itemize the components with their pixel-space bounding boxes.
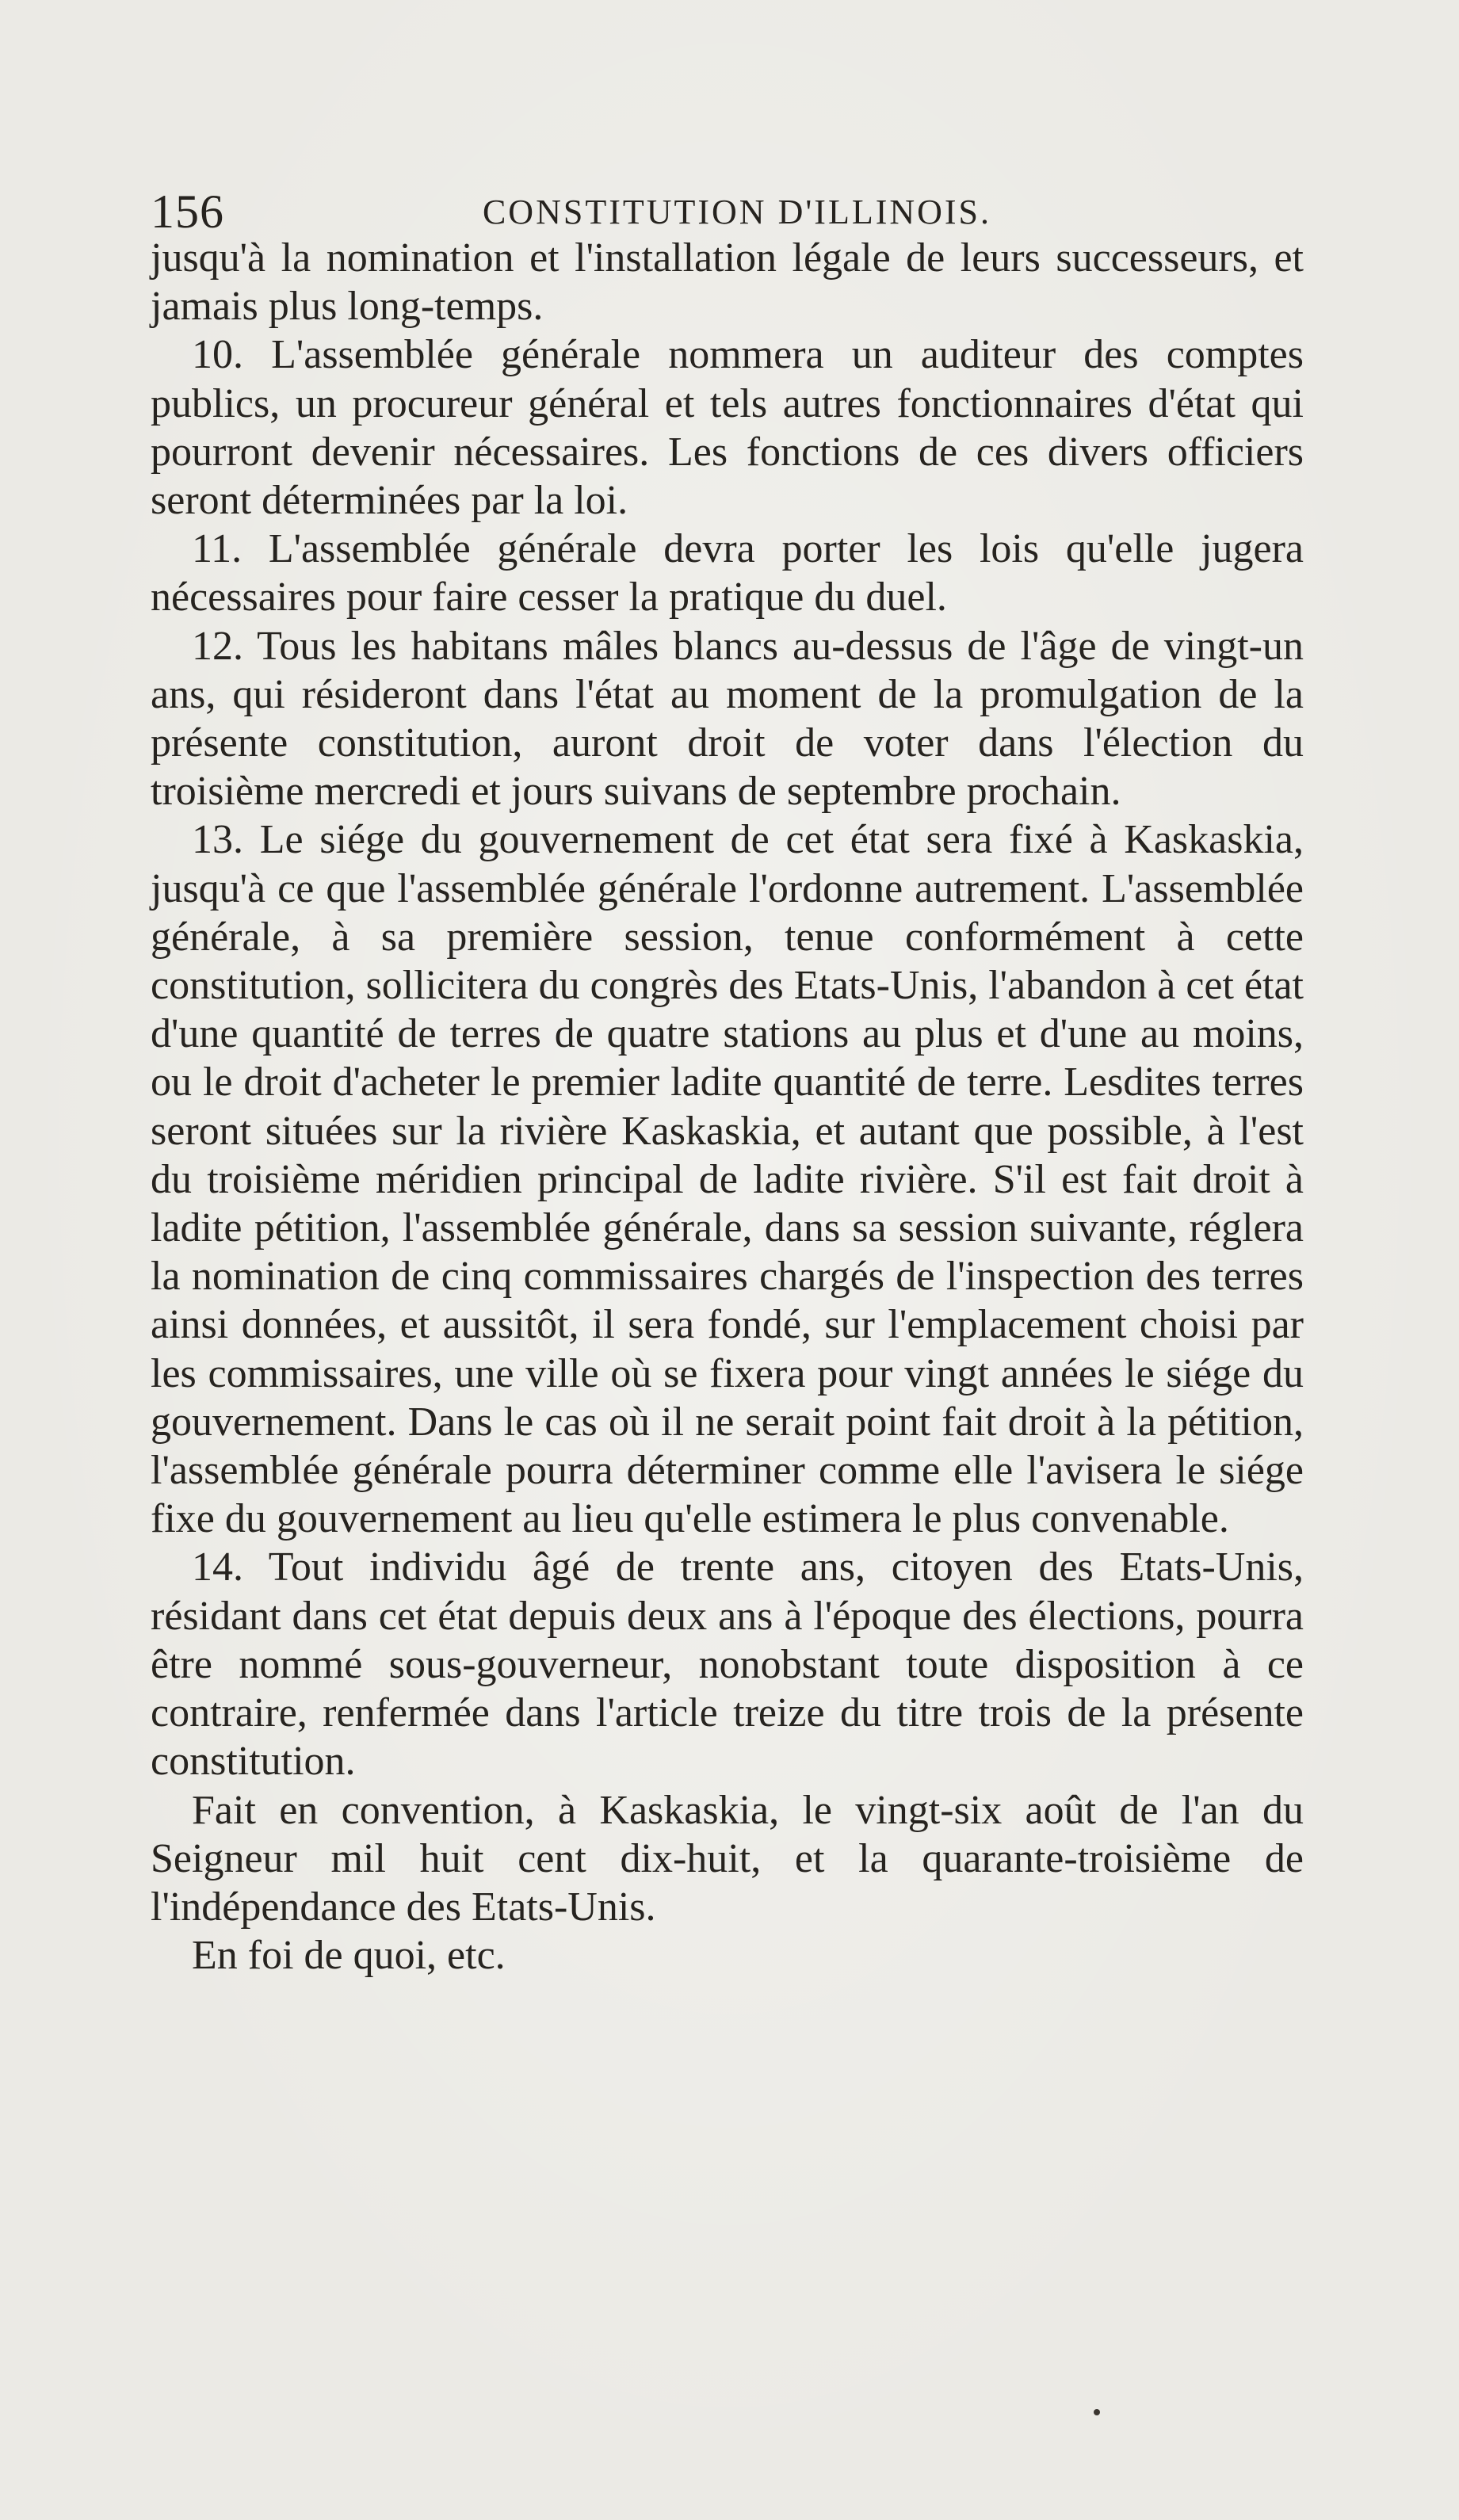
paragraph-article-10: 10. L'assemblée générale nommera un auditeur des comptes publics, un procureur général et tels autres fonctionnaires d'état qui pourront devenir nécessaires. Les fonctions de ces divers officiers seront déterminées par la loi. [151,332,1304,524]
paragraph-closing: En foi de quoi, etc. [192,1933,506,1979]
ink-speck [1094,2409,1100,2415]
paragraph-article-11: 11. L'assemblée générale devra porter les lois qu'elle jugera nécessaires pour faire cesser la pratique du duel. [151,526,1304,620]
paragraph-article-14: 14. Tout individu âgé de trente ans, citoyen des Etats-Unis, résidant dans cet état depuis deux ans à l'époque des élections, pourra être nommé sous-gouverneur, nonobstant toute disposition à ce contraire, renfermée dans l'article treize du titre trois de la présente constitution. [151,1544,1304,1785]
running-title: CONSTITUTION D'ILLINOIS. [482,193,992,231]
page-body [151,234,1304,1980]
page-number: 156 [151,185,224,238]
paragraph-continuation: jusqu'à la nomination et l'installation légale de leurs successeurs, et jamais plus long-temps. [151,235,1304,330]
paragraph-signing: Fait en convention, à Kaskaskia, le vingt-six août de l'an du Seigneur mil huit cent dix-huit, et la quarante-troisième de l'indépendance des Etats-Unis. [151,1787,1304,1930]
paragraph-article-12: 12. Tous les habitans mâles blancs au-dessus de l'âge de vingt-un ans, qui résideront dans l'état au moment de la promulgation de la présente constitution, auront droit de voter dans l'élection du troisième mercredi et jours suivans de septembre prochain. [151,623,1304,815]
page-header [151,184,1323,239]
paragraph-article-13: 13. Le siége du gouvernement de cet état sera fixé à Kaskaskia, jusqu'à ce que l'assemblée générale l'ordonne autrement. L'assemblée générale, à sa première session, tenue conformément à cette constitution, sollicitera du congrès des Etats-Unis, l'abandon à cet état d'une quantité de terres de quatre stations au plus et d'une au moins, ou le droit d'acheter le premier ladite quantité de terre. Lesdites terres seront situées sur la rivière Kaskaskia, et autant que possible, à l'est du troisième méridien principal de ladite rivière. S'il est fait droit à ladite pétition, l'assemblée générale, dans sa session suivante, réglera la nomination de cinq commissaires chargés de l'inspection des terres ainsi données, et aussitôt, il sera fondé, sur l'emplacement choisi par les commissaires, une ville où se fixera pour vingt années le siége du gouvernement. Dans le cas où il ne serait point fait droit à la pétition, l'assemblée générale pourra déterminer comme elle l'avisera le siége fixe du gouvernement au lieu qu'elle estimera le plus convenable. [151,817,1304,1542]
